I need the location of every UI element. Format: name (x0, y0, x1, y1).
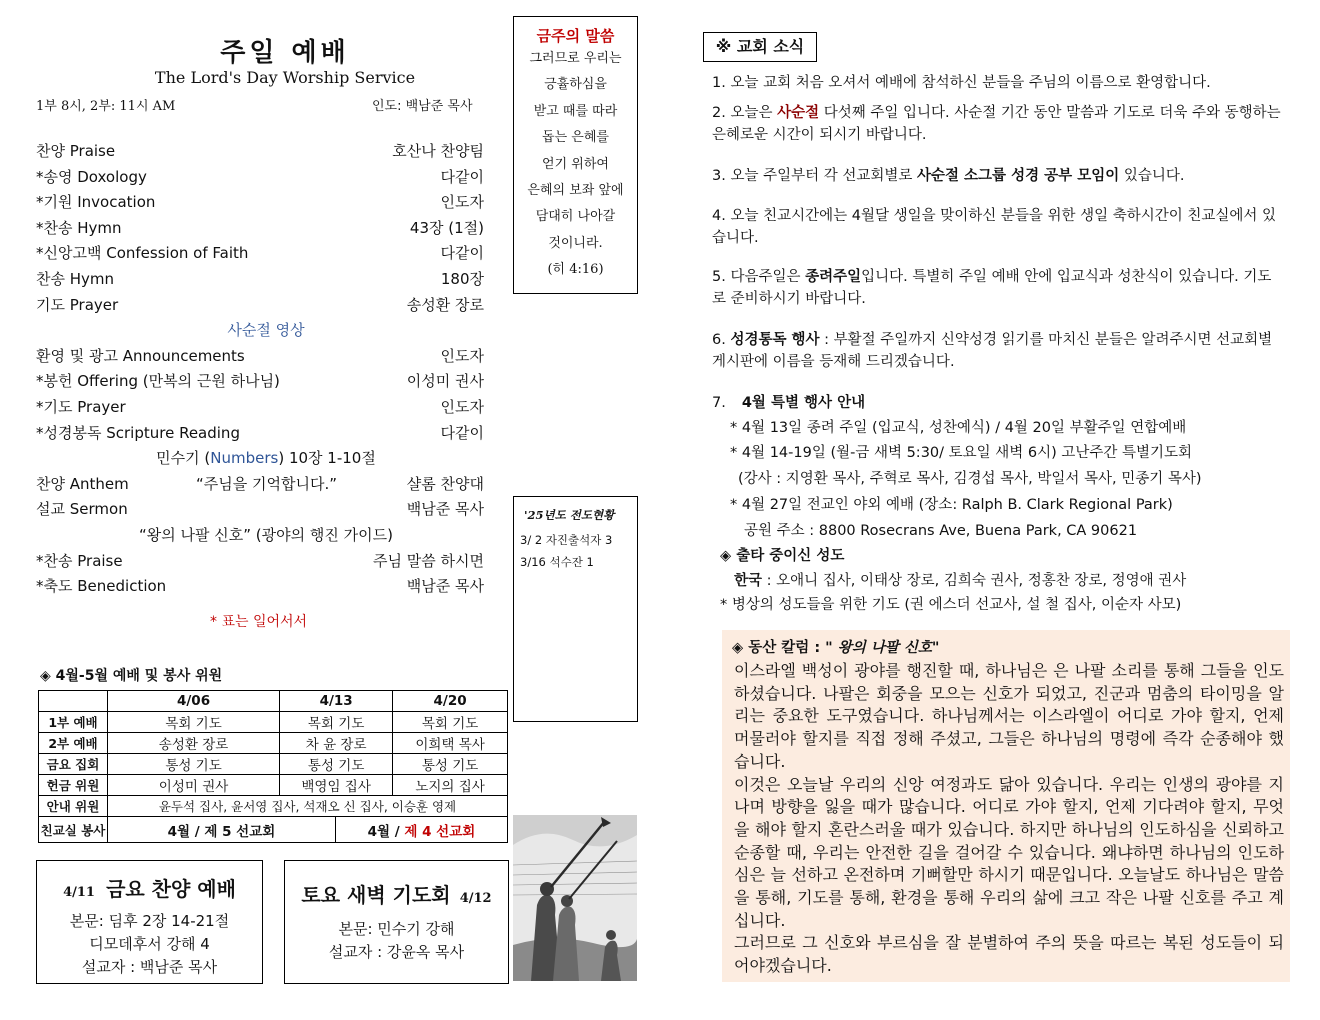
order-item: 기도 Prayer 송성환 장로 (36, 295, 484, 314)
page-title: 주일 예배 (220, 38, 350, 68)
weekly-verse-box (513, 16, 638, 294)
friday-text: 본문: 딤후 2장 14-21절 (69, 912, 230, 930)
table-row: 금요 집회 통성 기도 통성 기도 통성 기도 (39, 754, 508, 775)
order-item: *신앙고백 Confession of Faith 다같이 (36, 244, 484, 263)
order-item-lent-video: 사순절 영상 (227, 321, 305, 340)
evangelism-status-box (513, 496, 638, 722)
pastor-column (722, 630, 1290, 982)
order-item: *봉헌 Offering (만복의 근원 하나님) 이성미 권사 (36, 372, 484, 391)
traveling-members-title: ◈ 출타 중이신 성도 (720, 548, 845, 564)
order-item: *송영 Doxology 다같이 (36, 167, 484, 186)
news-item-1: 1. 오늘 교회 처음 오셔서 예배에 참석하신 분들을 주님의 이름으로 환영합니다. (712, 75, 1211, 91)
order-of-worship (36, 140, 496, 601)
verse-line: 긍휼하심을 (544, 77, 607, 93)
verse-line: 얻기 위하여 (542, 156, 609, 172)
news-item-4: 4. 오늘 친교시간에는 4월달 생일을 맞이하신 분들을 위한 생일 축하시간이 친교실에서 있습니다. (712, 208, 1277, 246)
news-item-2: 2. 오늘은 사순절 다섯째 주일 입니다. 사순절 기간 동안 말씀과 기도로 더욱 주와 동행하는 은혜로운 시간이 되시기 바랍니다. (712, 105, 1281, 143)
table-row-kitchen: 친교실 봉사 4월 / 제 5 선교회 4월 / 제 4 선교회 (39, 817, 508, 843)
event-line: * 4월 13일 종려 주일 (입교식, 성찬예식) / 4월 20일 부활주일 연합예배 (730, 420, 1187, 436)
trumpet-illustration (513, 815, 637, 981)
order-item: *축도 Benediction 백남준 목사 (36, 577, 484, 596)
news-item-5: 5. 다음주일은 종려주일입니다. 특별히 주일 예배 안에 입교식과 성찬식이 있습니다. 기도로 준비하시기 바랍니다. (712, 269, 1272, 307)
news-item-7: 7. 4월 특별 행사 안내 (712, 395, 866, 411)
table-header-row (39, 691, 508, 712)
friday-service-box (36, 860, 263, 984)
friday-series: 디모데후서 강해 4 (89, 935, 210, 953)
news-item-3: 3. 오늘 주일부터 각 선교회별로 사순절 소그룹 성경 공부 모임이 있습니다. (712, 168, 1185, 184)
worship-leader: 인도: 백남준 목사 (372, 99, 473, 114)
friday-preacher: 설교자 : 백남준 목사 (81, 958, 218, 976)
saturday-date: 4/12 (459, 891, 492, 906)
saturday-prayer-box (284, 860, 509, 984)
verse-line: 그러므로 우리는 (529, 51, 622, 66)
order-item: *기원 Invocation 인도자 (36, 193, 484, 212)
evangelism-title: '25년도 전도현황 (524, 508, 615, 522)
prayer-for-sick: * 병상의 성도들을 위한 기도 (권 에스더 선교사, 설 철 집사, 이순자 사모) (720, 597, 1182, 613)
order-item: 환영 및 광고 Announcements 인도자 (36, 346, 484, 365)
service-schedule-table (38, 690, 508, 843)
news-item-6: 6. 성경통독 행사 : 부활절 주일까지 신약성경 읽기를 마치신 분들은 알려주시면 선교회별 게시판에 이름을 등재해 드리겠습니다. (712, 332, 1273, 370)
saturday-text: 본문: 민수기 강해 (338, 920, 455, 938)
order-item: *성경봉독 Scripture Reading 다같이 (36, 423, 484, 442)
order-item: *찬송 Hymn 43장 (1절) (36, 218, 484, 237)
verse-line: 담대히 나아갈 (535, 209, 616, 225)
column-paragraph: 이스라엘 백성이 광야를 행진할 때, 하나님은 은 나팔 소리를 통해 그들을 인도하셨습니다. 나팔은 회중을 모으는 신호가 되었고, 진군과 멈춤의 타이밍을 알리는 중요한 도구였습니다. 하나님께서는 이스라엘이 어디로 가야 할지, 언제 머물러야 할지를 직접 정해 주셨고, 그들은 하나님의 명령에 즉각 순종해야 했습니다. (734, 661, 1284, 771)
verse-title: 금주의 말씀 (536, 27, 615, 45)
event-line: * 4월 27일 전교인 야외 예배 (장소: Ralph B. Clark Regional Park) (730, 497, 1173, 513)
friday-date: 4/11 (63, 885, 95, 900)
page-subtitle: The Lord's Day Worship Service (154, 68, 416, 87)
table-row: 1부 예배 목회 기도 목회 기도 목회 기도 (39, 712, 508, 733)
column-title: ◈ 동산 칼럼 : " 왕의 나팔 신호" (732, 640, 940, 656)
news-heading: ※ 교회 소식 (703, 32, 817, 62)
order-item: 찬송 Hymn 180장 (36, 269, 484, 288)
event-line: (강사 : 지영환 목사, 주혁로 목사, 김경섭 목사, 박일서 목사, 민종기 목사) (738, 471, 1202, 487)
order-item: 찬양 Praise 호산나 찬양팀 (36, 142, 484, 160)
park-address: 공원 주소 : 8800 Rosecrans Ave, Buena Park, CA 90621 (744, 523, 1138, 539)
friday-title: 금요 찬양 예배 (106, 877, 236, 901)
service-schedule-heading: ◈ 4월-5월 예배 및 봉사 위원 (40, 668, 223, 684)
scripture-passage: 민수기 (Numbers) 10장 1-10절 (156, 449, 376, 468)
saturday-preacher: 설교자 : 강윤옥 목사 (328, 943, 465, 961)
date-header: 4/13 (280, 691, 393, 712)
column-text (734, 660, 1284, 978)
event-line: * 4월 14-19일 (월-금 새벽 5:30/ 토요일 새벽 6시) 고난주간 특별기도회 (730, 445, 1193, 461)
table-row: 헌금 위원 이성미 권사 백영임 집사 노지의 집사 (39, 775, 508, 796)
evangelism-row: 3/ 2 자진출석자 3 (520, 533, 613, 547)
table-row-ushers: 안내 위원 윤두석 집사, 윤서영 집사, 석재오 신 집사, 이승훈 영제 (39, 796, 508, 817)
saturday-title: 토요 새벽 기도회 (301, 883, 451, 907)
order-item: 설교 Sermon 백남준 목사 (36, 500, 484, 519)
column-paragraph: 이것은 오늘날 우리의 신앙 여정과도 닮아 있습니다. 우리는 인생의 광야를 지나며 방향을 잃을 때가 많습니다. 어디로 가야 할지, 언제 기다려야 할지, 무엇을 해야 할지 혼란스러울 때가 있습니다. 하지만 하나님의 인도하심을 신뢰하고 순종할 때, 우리는 안전한 길을 걸어갈 수 있습니다. 왜냐하면 하나님의 인도하심은 늘 선하고 온전하며 기뻐할만 하시기 때문입니다. 오늘날도 하나님은 말씀을 통해, 기도를 통해, 환경을 통해 우리의 삶에 크고 작은 나팔 신호를 주고 계십니다. (734, 774, 1284, 930)
sermon-title: “왕의 나팔 신호” (광야의 행진 가이드) (139, 525, 393, 544)
verse-reference: (히 4:16) (547, 262, 604, 278)
order-item: *찬송 Praise 주님 말씀 하시면 (36, 551, 484, 570)
verse-line: 은혜의 보좌 앞에 (527, 183, 624, 199)
table-row: 2부 예배 송성환 장로 차 윤 장로 이희택 목사 (39, 733, 508, 754)
traveling-members: 한국 : 오애니 집사, 이태상 장로, 김희숙 권사, 정홍찬 장로, 정영애 권사 (734, 573, 1187, 589)
column-paragraph: 그러므로 그 신호와 부르심을 잘 분별하여 주의 뜻을 따르는 복된 성도들이 되어야겠습니다. (734, 933, 1284, 976)
service-times: 1부 8시, 2부: 11시 AM (36, 99, 176, 114)
date-header: 4/20 (393, 691, 508, 712)
evangelism-row: 3/16 석수잔 1 (520, 555, 594, 569)
date-header: 4/06 (108, 691, 280, 712)
verse-line: 것이니라. (548, 235, 603, 251)
verse-line: 돕는 은혜를 (542, 130, 609, 146)
verse-line: 받고 때를 따라 (533, 103, 618, 119)
order-item: 찬양 Anthem “주님을 기억합니다.” 샬롬 찬양대 (36, 474, 484, 493)
order-item: *기도 Prayer 인도자 (36, 397, 484, 416)
stand-note: * 표는 일어서서 (210, 614, 308, 630)
